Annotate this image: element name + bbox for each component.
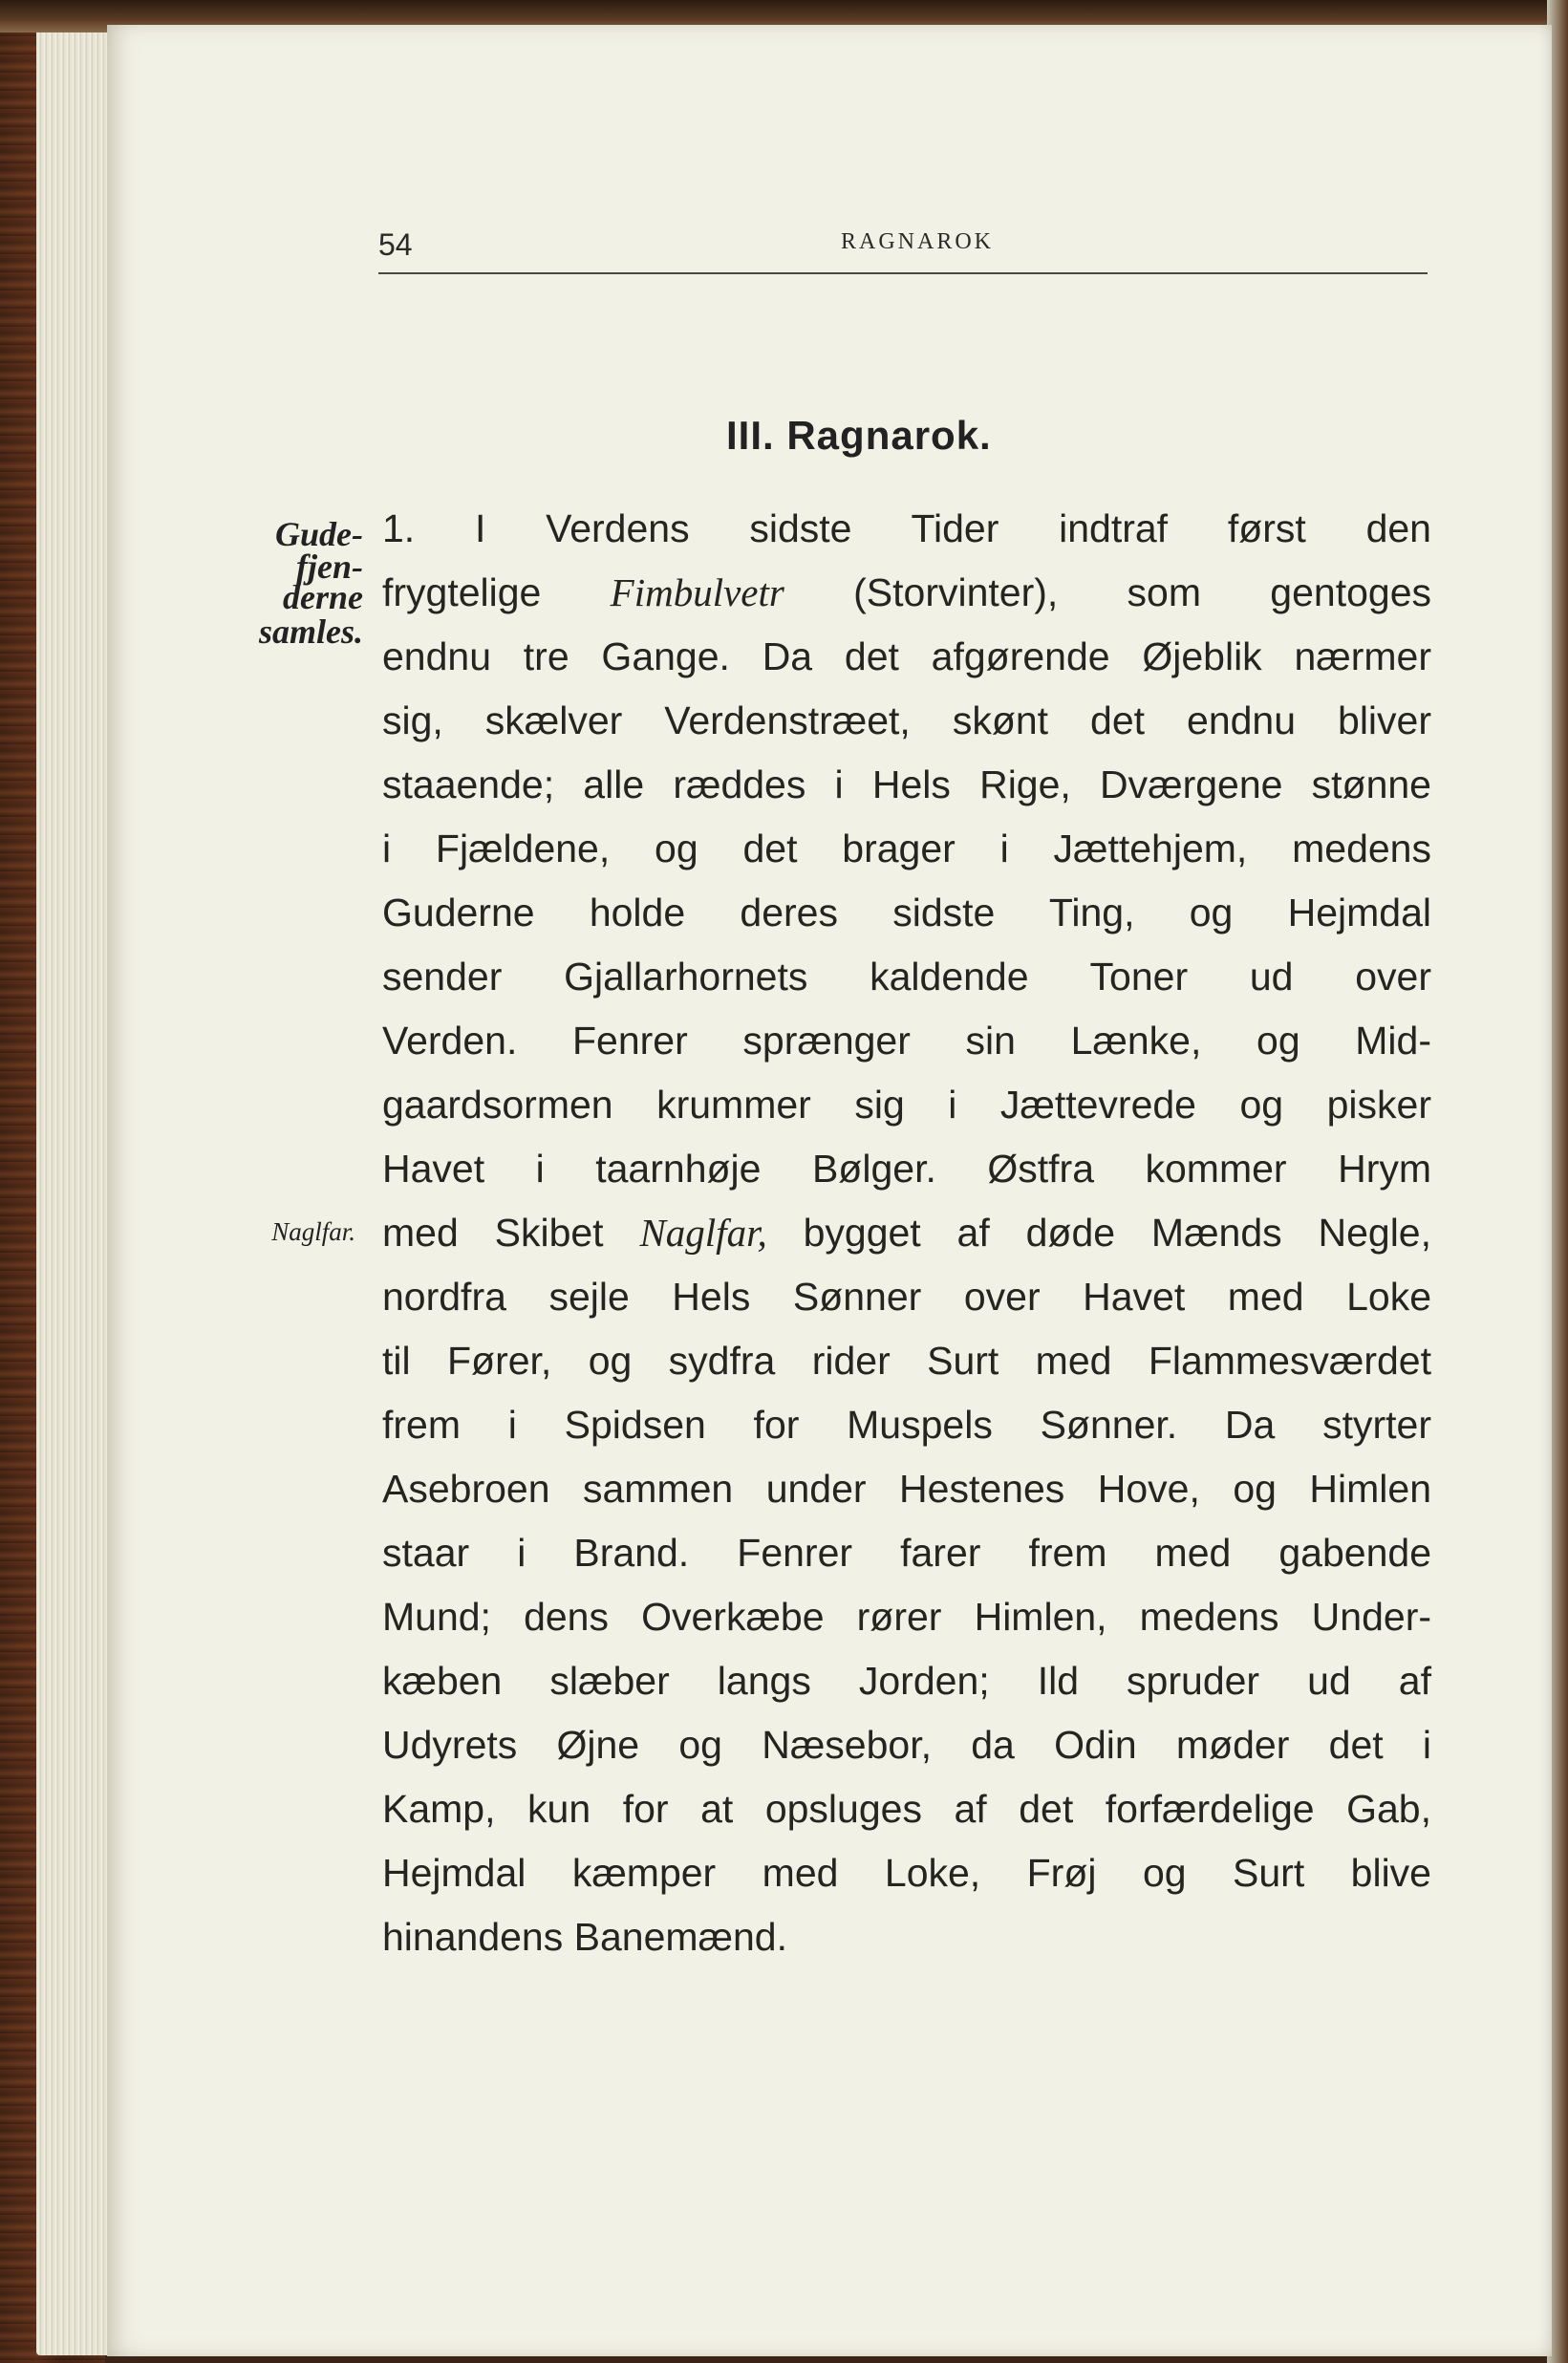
text-line xyxy=(382,1846,1431,1909)
text-span: til Fører, og sydfra rider Surt med Flammesværdet xyxy=(382,1339,1431,1383)
text-line xyxy=(382,1910,1431,1973)
text-line xyxy=(382,822,1431,885)
text-line xyxy=(382,1398,1431,1461)
text-line xyxy=(382,1590,1431,1653)
text-span: Havet i taarnhøje Bølger. Østfra kommer Hrym xyxy=(382,1147,1431,1191)
text-line xyxy=(382,1334,1431,1397)
text-span: nordfra sejle Hels Sønner over Havet med Loke xyxy=(382,1275,1431,1319)
text-span: sig, skælver Verdenstræet, skønt det endnu bliver xyxy=(382,698,1431,742)
text-span: Udyrets Øjne og Næsebor, da Odin møder det i xyxy=(382,1723,1431,1767)
text-line xyxy=(382,1718,1431,1781)
text-line xyxy=(382,630,1431,693)
text-span: Verden. Fenrer sprænger sin Lænke, og Mid- xyxy=(382,1019,1431,1063)
text-span: 1. I Verdens sidste Tider indtraf først den xyxy=(382,506,1431,550)
italic-text: Naglfar, xyxy=(639,1211,767,1255)
text-span: med Skibet xyxy=(382,1211,640,1255)
text-line xyxy=(382,1526,1431,1589)
text-span: (Storvinter), som gentoges xyxy=(784,570,1431,614)
margin-note-line: derne xyxy=(283,578,363,616)
text-span: Asebroen sammen under Hestenes Hove, og Himlen xyxy=(382,1467,1431,1511)
text-line xyxy=(382,1462,1431,1525)
margin-note-naglfar xyxy=(180,1214,355,1250)
text-span: sender Gjallarhornets kaldende Toner ud over xyxy=(382,955,1431,999)
text-span: gaardsormen krummer sig i Jættevrede og pisker xyxy=(382,1083,1431,1127)
text-line xyxy=(382,694,1431,757)
text-line xyxy=(382,1014,1431,1077)
text-line xyxy=(382,1142,1431,1205)
italic-text: Fimbulvetr xyxy=(610,570,784,614)
text-line xyxy=(382,566,1431,629)
text-span: staaende; alle ræddes i Hels Rige, Dværgene stønne xyxy=(382,763,1431,806)
text-line xyxy=(382,1078,1431,1141)
text-line xyxy=(382,1654,1431,1717)
text-span: hinandens Banemænd. xyxy=(382,1915,787,1959)
margin-note-gudefjenderne xyxy=(182,516,363,650)
text-span: i Fjældene, og det brager i Jættehjem, medens xyxy=(382,827,1431,870)
text-span: staar i Brand. Fenrer farer frem med gabende xyxy=(382,1531,1431,1575)
text-span: Mund; dens Overkæbe rører Himlen, medens Under- xyxy=(382,1595,1431,1639)
text-span: frem i Spidsen for Muspels Sønner. Da styrter xyxy=(382,1403,1431,1447)
running-title: RAGNAROK xyxy=(840,229,994,254)
text-span: Hejmdal kæmper med Loke, Frøj og Surt blive xyxy=(382,1851,1431,1895)
margin-note-line: Naglfar. xyxy=(271,1217,355,1246)
text-line xyxy=(382,886,1431,949)
page-number: 54 xyxy=(378,227,413,262)
text-span: kæben slæber langs Jorden; Ild spruder ud af xyxy=(382,1659,1431,1703)
text-line xyxy=(382,950,1431,1013)
text-span: Kamp, kun for at opsluges af det forfærdelige Gab, xyxy=(382,1787,1431,1831)
text-line xyxy=(382,502,1431,565)
text-line xyxy=(382,1270,1431,1333)
text-span: frygtelige xyxy=(382,570,611,614)
margin-note-line: fjen- xyxy=(296,548,363,586)
text-line xyxy=(382,1206,1431,1269)
text-span: bygget af døde Mænds Negle, xyxy=(766,1211,1431,1255)
chapter-title: III. Ragnarok. xyxy=(726,413,992,458)
text-span: Guderne holde deres sidste Ting, og Hejmdal xyxy=(382,891,1431,934)
margin-note-line: Gude- xyxy=(275,515,363,553)
page-edges xyxy=(36,10,118,2355)
text-span: endnu tre Gange. Da det afgørende Øjeblik nærmer xyxy=(382,634,1431,678)
text-line xyxy=(382,758,1431,821)
text-line xyxy=(382,1782,1431,1845)
header-rule xyxy=(378,272,1428,274)
margin-note-line: samles. xyxy=(258,612,363,651)
